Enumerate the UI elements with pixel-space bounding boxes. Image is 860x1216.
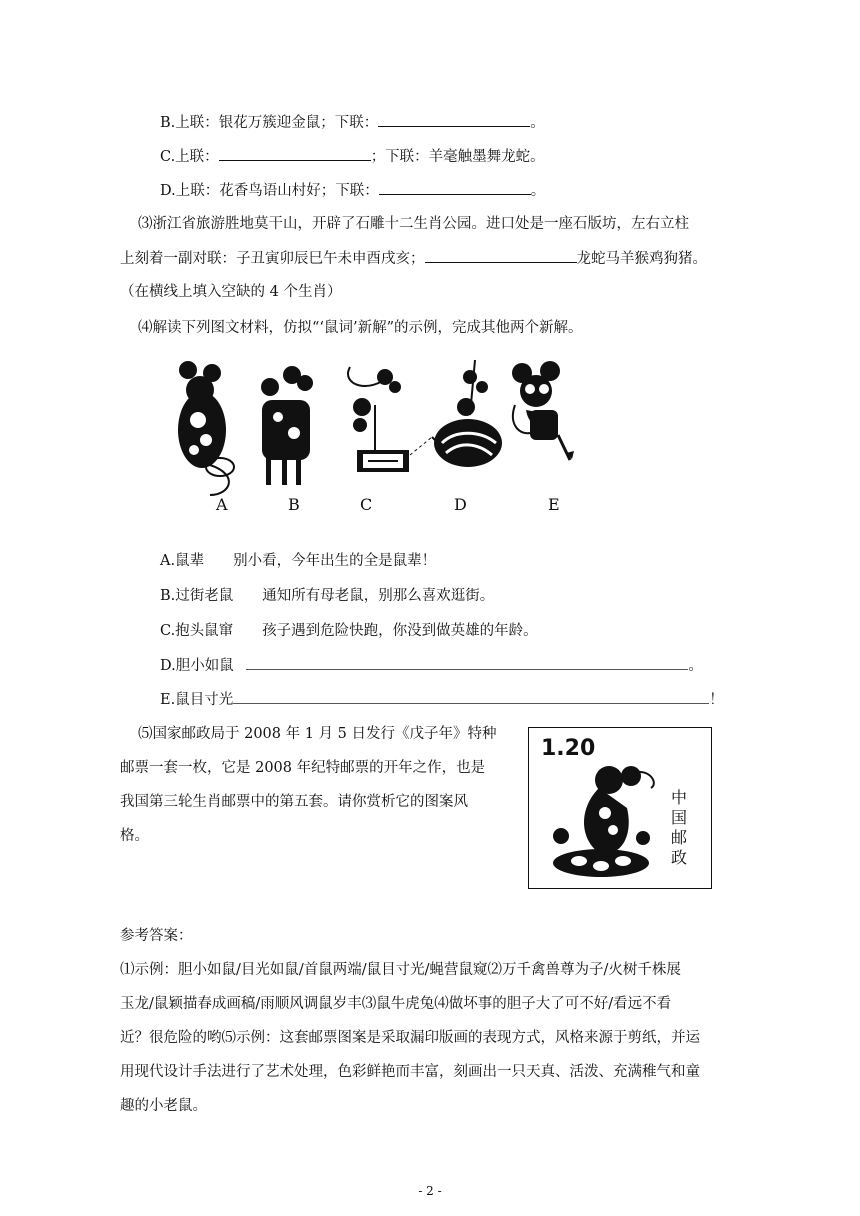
figure-label-b: B (288, 495, 300, 514)
q3-line-2 (120, 248, 707, 269)
figure-label-d: D (454, 495, 467, 514)
q2-c-end: ；下联：羊毫触墨舞龙蛇。 (370, 149, 545, 165)
q4-d-end: 。 (688, 658, 703, 674)
page-number: - 2 - (418, 1184, 442, 1198)
q4-e-end: ！ (709, 692, 724, 708)
answer-blank[interactable] (379, 180, 531, 195)
answers-line-1: ⑴示例：胆小如鼠/目光如鼠/首鼠两端/鼠目寸光/蝇营鼠窥⑵万千禽兽尊为子/火树千株展 (120, 962, 681, 978)
figure-c-illustration (348, 367, 432, 472)
q4-item-d (160, 655, 703, 676)
answer-blank[interactable] (425, 248, 577, 263)
q2-c-text: C.上联： (160, 149, 219, 165)
rat-papercut-figures (170, 355, 580, 510)
q4-e-label: E.鼠目寸光 (160, 692, 234, 708)
q4-example-b: B.过街老鼠 通知所有母老鼠，别那么喜欢逛街。 (160, 588, 495, 604)
q5-line-4: 格。 (120, 828, 149, 844)
q5-line-1: ⑸国家邮政局于 2008 年 1 月 5 日发行《戊子年》特种 (138, 726, 497, 742)
figure-label-e: E (548, 495, 560, 514)
q4-d-label: D.胆小如鼠 (160, 658, 234, 674)
q3-line-3: （在横线上填入空缺的 4 个生肖） (120, 284, 342, 300)
q3-text: 上刻着一副对联：子丑寅卯辰巳午未申酉戌亥； (120, 251, 425, 267)
answers-line-3: 近？很危险的哟⑸示例：这套邮票图案是采取漏印版画的表现方式，风格来源于剪纸，并运 (120, 1030, 700, 1046)
q5-line-2: 邮票一套一枚，它是 2008 年纪特邮票的开年之作，也是 (120, 760, 486, 776)
figure-a-illustration (178, 361, 234, 495)
answer-blank[interactable] (219, 146, 371, 161)
q3-text-end: 龙蛇马羊猴鸡狗猪。 (576, 251, 707, 267)
q4-example-c: C.抱头鼠窜 孩子遇到危险快跑，你没到做英雄的年龄。 (160, 623, 538, 639)
answer-blank[interactable] (378, 112, 530, 127)
rat-year-stamp (528, 727, 712, 889)
q2-option-c (160, 146, 545, 167)
q4-item-e (160, 689, 724, 710)
q5-line-3: 我国第三轮生肖邮票中的第五套。请你赏析它的图案风 (120, 794, 468, 810)
q2-b-end: 。 (530, 115, 545, 131)
figure-e-illustration (512, 361, 574, 460)
stamp-country: 中国邮政 (671, 788, 688, 867)
q2-d-end: 。 (530, 183, 546, 199)
stamp-value: 1.20 (541, 736, 596, 761)
answers-title: 参考答案： (120, 928, 193, 944)
figure-label-c: C (360, 495, 373, 514)
q2-b-text: B.上联：银花万簇迎金鼠；下联： (160, 115, 379, 131)
answers-line-2: 玉龙/鼠颖描春成画稿/雨顺风调鼠岁丰⑶鼠牛虎兔⑷做坏事的胆子大了可不好/看远不看 (120, 996, 672, 1012)
q2-option-b (160, 112, 545, 133)
answers-line-4: 用现代设计手法进行了艺术处理，色彩鲜艳而丰富，刻画出一只天真、活泼、充满稚气和童 (120, 1064, 700, 1080)
figure-b-illustration (261, 366, 313, 485)
figure-d-illustration (432, 360, 502, 467)
q4-intro: ⑷解读下列图文材料，仿拟“‘鼠词’新解”的示例，完成其他两个新解。 (138, 320, 583, 336)
q3-line-1: ⑶浙江省旅游胜地莫干山，开辟了石雕十二生肖公园。进口处是一座石版坊，左右立柱 (138, 216, 689, 232)
q2-d-text: D.上联：花香鸟语山村好；下联： (160, 183, 379, 199)
q4-example-a: A.鼠辈 别小看，今年出生的全是鼠辈！ (160, 553, 437, 569)
q2-option-d (160, 180, 545, 201)
answer-blank[interactable] (246, 655, 688, 670)
answer-blank[interactable] (233, 689, 709, 704)
answers-line-5: 趣的小老鼠。 (120, 1098, 207, 1114)
figure-label-a: A (216, 495, 228, 514)
stamp-rat-illustration (539, 758, 669, 883)
